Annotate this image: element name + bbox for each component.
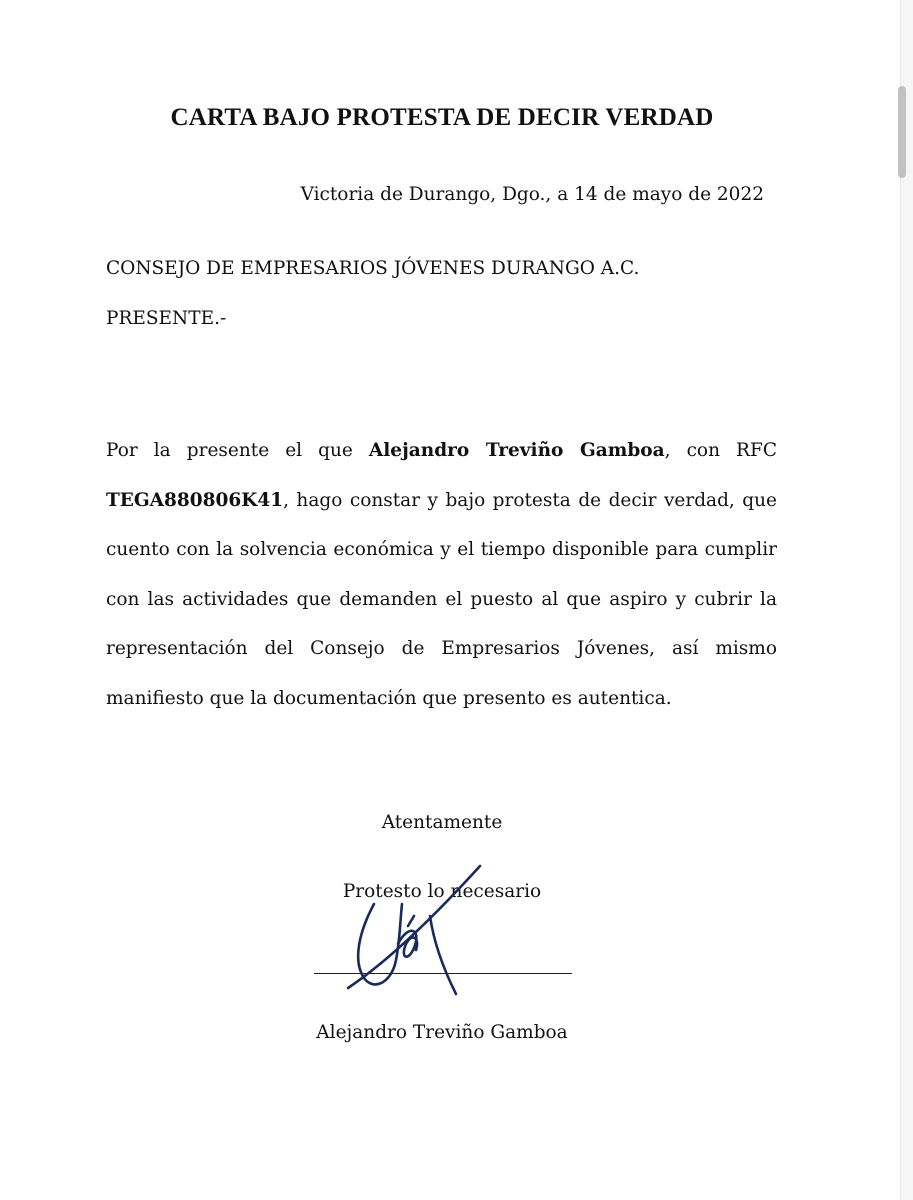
- body-text-part3: , hago constar y bajo protesta de decir verdad, que cuento con la solvencia económica y el tiempo disponible para cumplir con las actividades que demanden el puesto al que aspiro y cubrir la representación del Consejo de Empresarios Jóvenes, así mismo manifiesto que la documentación que presento es autentica.: [106, 489, 777, 709]
- body-paragraph: [106, 426, 777, 723]
- declarant-name: Alejandro Treviño Gamboa: [368, 440, 665, 461]
- scrollbar-thumb[interactable]: [898, 86, 906, 178]
- body-text-part1: Por la presente el que: [106, 440, 369, 461]
- signer-name: Alejandro Treviño Gamboa: [316, 1022, 568, 1043]
- presente-line: PRESENTE.-: [106, 308, 227, 329]
- scrollbar-track[interactable]: [901, 0, 913, 1200]
- addressee: CONSEJO DE EMPRESARIOS JÓVENES DURANGO A.C.: [106, 258, 640, 279]
- place-and-date: Victoria de Durango, Dgo., a 14 de mayo de 2022: [300, 184, 764, 205]
- rfc-value: TEGA880806K41: [106, 489, 284, 511]
- body-text-part2: , con RFC: [664, 440, 777, 461]
- document-title: CARTA BAJO PROTESTA DE DECIR VERDAD: [170, 104, 714, 131]
- closing-text: Atentamente: [381, 812, 503, 833]
- signature-icon: [330, 860, 490, 1000]
- protesto-text: Protesto lo necesario: [342, 881, 542, 902]
